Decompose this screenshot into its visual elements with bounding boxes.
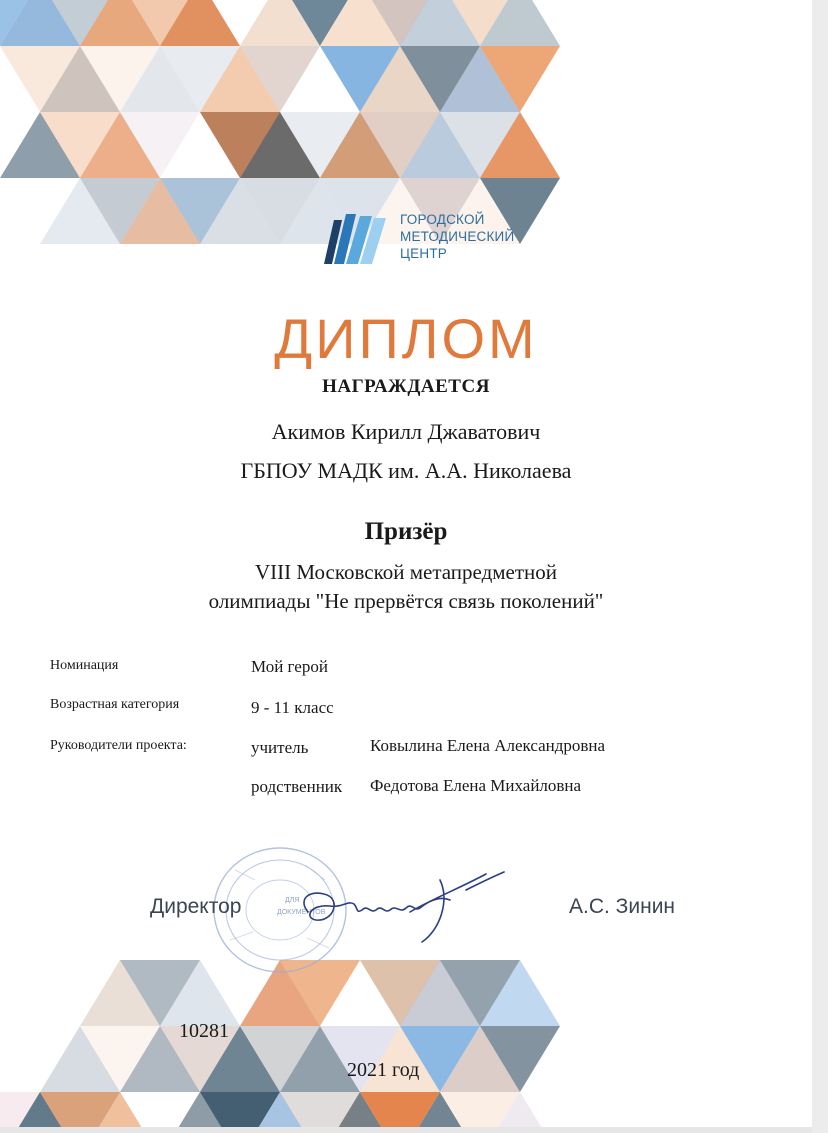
recipient-organization: ГБПОУ МАДК им. А.А. Николаева bbox=[240, 458, 572, 483]
stamp-text-2: ДОКУМЕНТОВ bbox=[277, 909, 326, 916]
page-bottom-edge bbox=[0, 1127, 812, 1133]
age-category-label: Возрастная категория bbox=[50, 697, 180, 712]
logo-line-3: ЦЕНТР bbox=[400, 246, 447, 261]
awarded-heading: НАГРАЖДАЕТСЯ bbox=[322, 376, 490, 397]
award-place: Призёр bbox=[364, 518, 448, 545]
diploma-title: ДИПЛОМ bbox=[274, 307, 538, 370]
logo bbox=[312, 208, 532, 268]
project-leaders-label: Руководители проекта: bbox=[50, 738, 187, 753]
event-line-2: олимпиады "Не прервётся связь поколений" bbox=[208, 589, 604, 613]
age-category-value: 9 - 11 класс bbox=[251, 698, 334, 717]
signer-position: Директор bbox=[150, 895, 242, 918]
logo-mark-icon bbox=[312, 210, 392, 266]
handwritten-signature bbox=[290, 860, 510, 950]
nomination-value: Мой герой bbox=[251, 657, 328, 676]
bottom-triangle-pattern bbox=[0, 960, 560, 1127]
logo-line-1: ГОРОДСКОЙ bbox=[400, 212, 485, 227]
leader-role-1: учитель bbox=[251, 738, 309, 757]
logo-line-2: МЕТОДИЧЕСКИЙ bbox=[400, 229, 515, 244]
page-edge bbox=[812, 0, 828, 1133]
leader-role-2: родственник bbox=[251, 777, 343, 796]
event-line-1: VIII Московской метапредметной bbox=[254, 560, 558, 584]
issue-year: 2021 год bbox=[347, 1059, 420, 1081]
signer-name: А.С. Зинин bbox=[569, 895, 676, 918]
nomination-label: Номинация bbox=[50, 658, 119, 673]
leader-name-2: Федотова Елена Михайловна bbox=[370, 776, 582, 795]
recipient-name: Акимов Кирилл Джаватович bbox=[271, 419, 541, 444]
stamp-text-1: ДЛЯ bbox=[285, 897, 300, 904]
leader-name-1: Ковылина Елена Александровна bbox=[370, 736, 606, 755]
registration-number: 10281 bbox=[179, 1020, 229, 1042]
